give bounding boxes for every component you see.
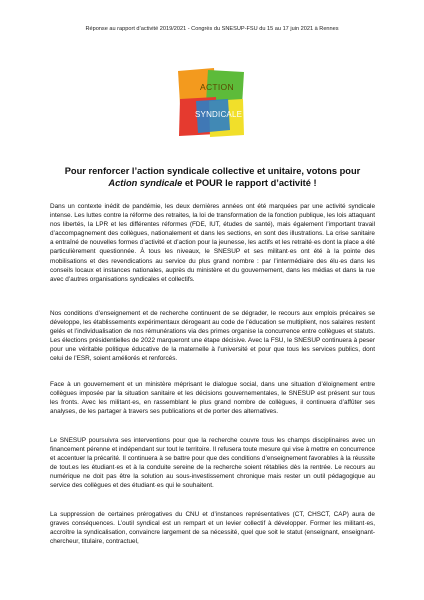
document-header: Réponse au rapport d’activité 2019/2021 - Congrès du SNESUP-FSU du 15 au 17 juin 2021 à Rennes [85,26,339,32]
title-italic: Action syndicale [108,178,183,188]
action-syndicale-logo [176,68,246,138]
paragraph-1: Dans un contexte inédit de pandémie, les deux dernières années ont été marquées par une activité syndicale intense. Les luttes contre la réforme des retraites, la loi de transformation de la fonction publique, les lois attaquant nos libertés, la LPR et les différentes réformes (FDE, IUT, études de santé), mais également l’important travail d’accompagnement des collègues, nationalement et dans les sections, en sont des illustrations. La crise sanitaire a entraîné de nouvelles formes d’activité et d’action pour la jeunesse, les actifs et les retraité·es dont la place a été particulièrement questionnée. À tous les niveaux, le SNESUP et ses militant·es ont été à la pointe des mobilisations et des revendications au service du plus grand nombre : par l’intermédiaire des élu·es dans les conseils locaux et instances nationales, auprès du ministère et du gouvernement, dans les médias et dans la rue avec d’autres organisations syndicales et collectifs. [50,203,375,283]
logo-word-syndicale: SYNDICALE [195,110,243,119]
title-line-1: Pour renforcer l’action syndicale collective et unitaire, votons pour [64,166,361,176]
document-title [50,165,375,189]
paragraph-3: Face à un gouvernement et un ministère méprisant le dialogue social, dans une situation d’éloignement entre collègues imposée par la situation sanitaire et les décisions gouvernementales, le SNESUP est présent sur tous les fronts. Avec les militant·es, en rassemblant le plus grand nombre de collègues, il continuera d’affûter ses analyses, de les partager à travers ses publications et de porter des alternatives. [50,381,375,416]
title-line-2: et POUR le rapport d’activité ! [182,178,317,188]
paragraph-4: Le SNESUP poursuivra ses interventions pour que la recherche couvre tous les champs disciplinaires avec un financement pérenne et indépendant sur tout le territoire. Il refusera toute mesure qui vise à mettre en concurrence et accentuer la précarité. Il continuera à se battre pour que des conditions d’enseignement favorables à la réussite de tout.es les étudiant·es et à la conduite sereine de la recherche soient rétablies dès la rentrée. Le recours au numérique ne doit pas être la solution au sous-investissement chronique mais rester un outil pédagogique au service des collègues et des étudiant·es qui le souhaitent. [50,437,375,490]
paragraph-2: Nos conditions d’enseignement et de recherche continuent de se dégrader, le recours aux emplois précaires se développe, les établissements expérimentaux dérogeant au code de l’éducation se multiplient, nos salaires restent gelés et l’individualisation de nos rémunérations via des primes organise la concurrence entre collègues et statuts. Les élections présidentielles de 2022 marqueront une étape décisive. Avec la FSU, le SNESUP continuera à peser pour une véritable politique éducative de la maternelle à l’université et pour que tous les services publics, dont celui de l’ESR, soient améliorés et renforcés. [50,310,375,363]
logo-word-action: ACTION [200,82,234,92]
paragraph-5: La suppression de certaines prérogatives du CNU et d’instances représentatives (CT, CHSCT, CAP) aura de graves conséquences. L’outil syndical est un rempart et un levier collectif à développer. Former les militant·es, accroître la syndicalisation, convaincre largement de sa nécessité, quel que soit le statut (enseignant, enseignant-chercheur, titulaire, contractuel, [50,511,375,546]
